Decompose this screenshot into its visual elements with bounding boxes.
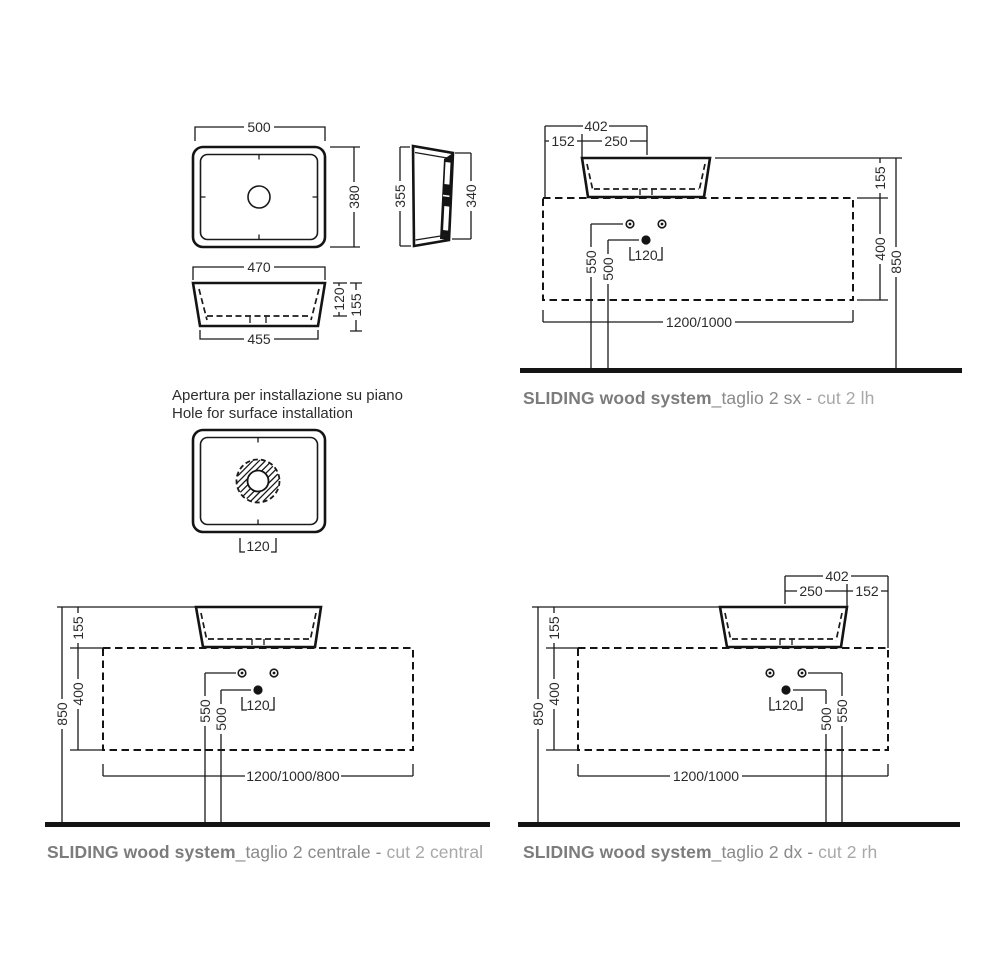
- lh-dim-basin-to-drain: 250: [604, 133, 628, 149]
- note-line-it: Apertura per installazione su piano: [172, 387, 403, 404]
- dim-front-top-width: 470: [247, 259, 271, 275]
- caption-variant-en: cut 2 central: [386, 842, 484, 862]
- install-cut2lh: [520, 118, 962, 373]
- rh-dim-drain-height: 500: [818, 707, 834, 731]
- central-dim-supply-height: 550: [197, 699, 213, 723]
- lh-dim-drain-height: 500: [600, 257, 616, 281]
- caption-variant-en: cut 2 lh: [817, 388, 875, 408]
- rh-dim-overhang: 402: [825, 568, 849, 584]
- central-dim-cabinet-height: 400: [70, 682, 86, 706]
- caption-series: SLIDING wood system: [47, 842, 236, 862]
- basin-side-view: [392, 146, 479, 246]
- lh-dim-rim-height: 155: [872, 166, 888, 190]
- dim-front-bottom-width: 455: [247, 331, 271, 347]
- lh-dim-supply-height: 550: [583, 250, 599, 274]
- caption-variant-it: _taglio 2 sx -: [711, 388, 818, 408]
- caption-variant-it: _taglio 2 dx -: [711, 842, 819, 862]
- dim-hole-cutout: 120: [246, 538, 270, 554]
- rh-dim-basin-to-drain: 250: [799, 583, 823, 599]
- lh-dim-cabinet-height: 400: [872, 237, 888, 261]
- rh-dim-supply-height: 550: [834, 699, 850, 723]
- rh-dim-side-gap: 152: [855, 583, 879, 599]
- central-dim-widths: 1200/1000/800: [246, 768, 340, 784]
- caption-variant-en: cut 2 rh: [818, 842, 878, 862]
- rh-floor-line: [518, 822, 960, 827]
- rh-dim-drain-spacing: 120: [774, 697, 798, 713]
- dim-side-front-height: 355: [392, 184, 408, 208]
- rh-dim-rim-height: 155: [546, 616, 562, 640]
- caption-variant-it: _taglio 2 centrale -: [235, 842, 387, 862]
- central-dim-total-height: 850: [54, 702, 70, 726]
- central-dim-drain-spacing: 120: [246, 697, 270, 713]
- caption-series: SLIDING wood system: [523, 842, 712, 862]
- lh-dim-side-gap: 152: [551, 133, 575, 149]
- install-cut2rh: [518, 568, 960, 827]
- dim-front-inner-depth: 120: [331, 287, 347, 311]
- basin-front-view: [193, 259, 364, 347]
- caption-cut2rh: [523, 842, 877, 863]
- rh-dim-cabinet-height: 400: [546, 682, 562, 706]
- lh-dim-drain-spacing: 120: [634, 247, 658, 263]
- basin-plan-view: [193, 119, 362, 247]
- rh-dim-widths: 1200/1000: [672, 768, 740, 784]
- caption-series: SLIDING wood system: [523, 388, 712, 408]
- caption-cut2lh: [523, 388, 874, 409]
- dim-plan-width: 500: [247, 119, 271, 135]
- caption-cut2central: [47, 842, 483, 863]
- install-cut2central: [45, 607, 490, 827]
- dim-plan-depth: 380: [346, 185, 362, 209]
- surface-hole-view: [193, 430, 325, 554]
- dim-front-total-depth: 155: [348, 293, 364, 317]
- surface-install-note: [172, 387, 403, 423]
- lh-floor-line: [520, 368, 962, 373]
- lh-dim-overhang: 402: [584, 118, 608, 134]
- central-floor-line: [45, 822, 490, 827]
- rh-dim-total-height: 850: [530, 702, 546, 726]
- lh-dim-total-height: 850: [888, 250, 904, 274]
- central-dim-drain-height: 500: [213, 707, 229, 731]
- lh-dim-widths: 1200/1000: [665, 314, 733, 330]
- central-dim-rim-height: 155: [70, 616, 86, 640]
- dim-side-back-height: 340: [463, 184, 479, 208]
- note-line-en: Hole for surface installation: [172, 405, 353, 422]
